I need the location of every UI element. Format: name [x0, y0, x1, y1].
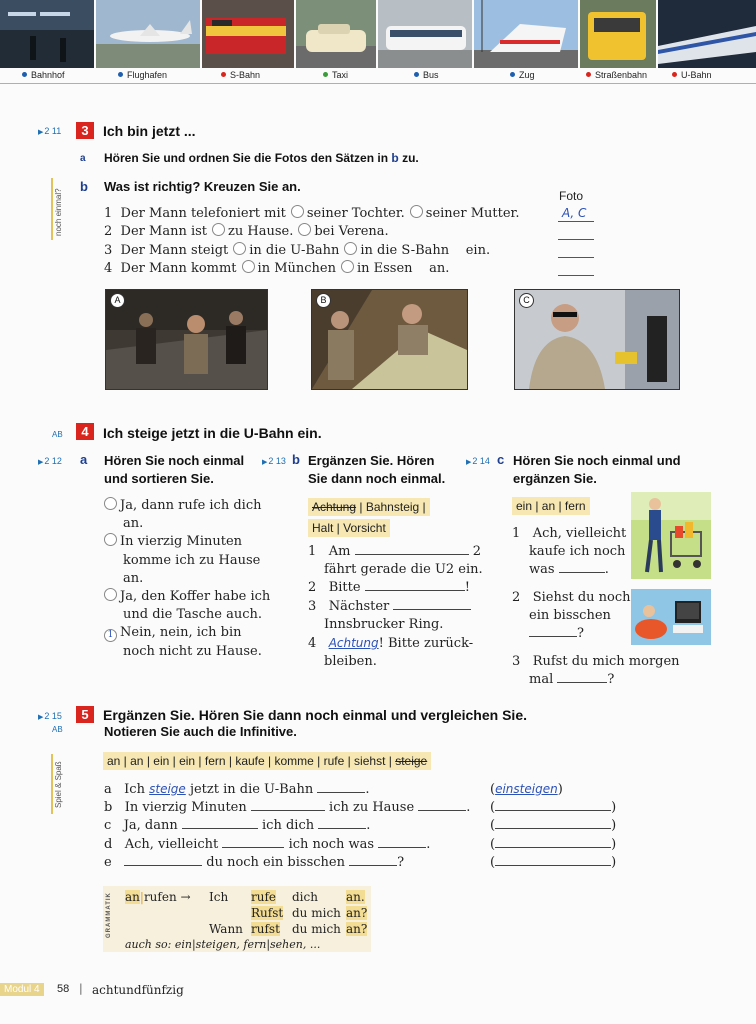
ex5-track[interactable]: ▶ 2 15 [38, 711, 62, 721]
footer-page-text: achtundfünfzig [92, 983, 184, 997]
order-circle-4[interactable]: 1 [104, 629, 117, 642]
blank-5d-2[interactable] [378, 837, 426, 848]
ex4b-label: b [292, 452, 300, 467]
order-circle-1[interactable] [104, 497, 117, 510]
ex3-sidebar [51, 178, 53, 240]
ex4a-item-3: Ja, den Koffer habe ich [104, 588, 270, 606]
dot-icon [221, 72, 226, 77]
ex3-row-1: 1 Der Mann telefoniert mit seiner Tochter. seiner Mutter. [104, 206, 520, 221]
foto-line-1[interactable] [558, 221, 594, 222]
transport-photos [0, 0, 756, 70]
radio-1b[interactable] [410, 205, 423, 218]
ex5-rows [104, 780, 470, 872]
ex4a-track[interactable]: ▶ 2 12 [38, 456, 62, 466]
tv-image [631, 589, 711, 645]
ex4b-track[interactable]: ▶ 2 13 [262, 456, 286, 466]
photo-a-tag: A [110, 293, 125, 308]
ex4b-items: 1 Am 2 fährt gerade die U2 ein. 2 Bitte ! 3 Nächster Innsbrucker Ring. 4 Achtung! Bitte zurück- bleiben. [308, 544, 483, 670]
ex5-row-d: d Ach, vielleicht ich noch was . [104, 836, 431, 852]
photo-a-image [106, 290, 267, 389]
ex5-ab[interactable]: AB [52, 725, 63, 734]
ex5-infinitives: (einsteigen) ( ) ( ) ( ) ( ) [490, 782, 617, 870]
radio-2a[interactable] [212, 223, 225, 236]
ex4-title: Ich steige jetzt in die U-Bahn ein. [103, 425, 322, 441]
ex4a-item-1: Ja, dann rufe ich dich [104, 497, 270, 515]
footer-divider: | [79, 982, 83, 995]
blank-4c-3[interactable] [557, 672, 607, 683]
infinitive-blank-b[interactable] [495, 800, 611, 811]
dot-icon [22, 72, 27, 77]
blank-4c-1[interactable] [559, 562, 605, 573]
dot-icon [672, 72, 677, 77]
ex3-a-label: a [80, 153, 86, 164]
label-taxi: Taxi [323, 70, 348, 80]
grammar-row-2: Rufst [251, 906, 284, 920]
photo-c-image [515, 290, 679, 389]
ex4c-title: Hören Sie noch einmal und ergänzen Sie. [513, 453, 681, 486]
dot-icon [323, 72, 328, 77]
label-flughafen: Flughafen [118, 70, 167, 80]
foto-line-3[interactable] [558, 257, 594, 258]
ex5-row-a: a Ich steige jetzt in die U-Bahn . [104, 782, 370, 797]
handwritten-achtung: Achtung [328, 636, 379, 651]
blank-4b-1[interactable] [355, 544, 469, 555]
foto-header: Foto [559, 189, 584, 203]
photo-a [105, 289, 268, 390]
blank-5e-2[interactable] [349, 855, 397, 866]
dot-icon [586, 72, 591, 77]
ex4a-items: Ja, dann rufe ich dich an. In vierzig Minuten komme ich zu Hause an. Ja, den Koffer habe ich und die Tasche auch. 1 Nein, nein, ich bin noch nicht zu Hause. [104, 497, 270, 661]
ex4-ab[interactable]: AB [52, 430, 63, 439]
label-bus: Bus [414, 70, 439, 80]
radio-3b[interactable] [344, 242, 357, 255]
ex5-sidebar [51, 754, 53, 814]
blank-5c-1[interactable] [182, 818, 258, 829]
ex3-b-label: b [80, 179, 88, 194]
radio-4b[interactable] [341, 260, 354, 273]
blank-5c-2[interactable] [318, 818, 366, 829]
blank-5e-1[interactable] [124, 855, 202, 866]
transport-labels [0, 70, 756, 84]
footer-page-number: 58 [57, 983, 70, 995]
radio-3a[interactable] [233, 242, 246, 255]
ex5-row-b: b In vierzig Minuten ich zu Hause . [104, 800, 471, 816]
photo-b-tag: B [316, 293, 331, 308]
ex3-side-label: noch einmal? [54, 188, 63, 236]
blank-5b-1[interactable] [251, 800, 325, 811]
label-ubahn: U-Bahn [672, 70, 712, 80]
ex4a-item-2: In vierzig Minuten [104, 533, 270, 551]
ex4a-title: Hören Sie noch einmal und sortieren Sie. [104, 453, 245, 486]
ex4c-label: c [497, 452, 505, 467]
photo-b-image [312, 290, 467, 389]
ex3-row-4: 4 Der Mann kommt in München in Essen an. [104, 261, 450, 276]
ex3-title: Ich bin jetzt ... [103, 123, 196, 139]
radio-1a[interactable] [291, 205, 304, 218]
ex5-title: Ergänzen Sie. Hören Sie dann noch einmal und vergleichen Sie. [103, 707, 527, 723]
footer-modul: Modul 4 [0, 983, 44, 996]
infinitive-blank-e[interactable] [495, 855, 611, 866]
grammar-box: GRAMMATIK an|rufen → Ich rufe dich an. Rufst du mich an? Wann rufst du mich an? auch so: ein|steigen, fern|sehen, ... [103, 886, 371, 952]
dot-icon [510, 72, 515, 77]
blank-5d-1[interactable] [222, 837, 284, 848]
handwritten-steige: steige [149, 782, 186, 796]
ex3-row-2: 2 Der Mann ist zu Hause. bei Verena. [104, 224, 389, 239]
ex4c-track[interactable]: ▶ 2 14 [466, 456, 490, 466]
foto-line-4[interactable] [558, 275, 594, 276]
shopping-cart-image [631, 492, 711, 579]
ex4c-item-3: 3 Rufst du mich morgen mal ? [512, 654, 680, 688]
grammar-row-1: Ich [209, 890, 229, 904]
radio-2b[interactable] [298, 223, 311, 236]
ex4c-item-1: 1 Ach, vielleicht kaufe ich noch was . [512, 526, 627, 578]
order-circle-2[interactable] [104, 533, 117, 546]
blank-5a[interactable] [317, 782, 365, 793]
ex4a-item-4: 1 Nein, nein, ich bin [104, 624, 270, 642]
infinitive-blank-c[interactable] [495, 818, 611, 829]
grammar-also: auch so: ein|steigen, fern|sehen, ... [125, 938, 321, 951]
foto-answer: A, C [562, 206, 587, 220]
ex3-row-3: 3 Der Mann steigt in die U-Bahn in die S-Bahn ein. [104, 243, 491, 258]
label-strassenbahn: Straßenbahn [586, 70, 647, 80]
handwritten-einsteigen: einsteigen [495, 782, 558, 796]
photo-b [311, 289, 468, 390]
ex4a-label: a [80, 452, 88, 467]
ex5-side-label: Spiel & Spaß [54, 761, 63, 808]
blank-4b-2[interactable] [365, 580, 465, 591]
dot-icon [118, 72, 123, 77]
blank-4c-2[interactable] [529, 626, 577, 637]
ex4c-item-2: 2 Siehst du noch ein bisschen ? [512, 590, 631, 642]
shopping-cart-illustration [631, 492, 711, 579]
ex4-number: 4 [76, 423, 94, 440]
tv-illustration [631, 589, 711, 645]
order-circle-3[interactable] [104, 588, 117, 601]
ex3-a-text: Hören Sie und ordnen Sie die Fotos den Sätzen in b zu. [104, 151, 419, 165]
label-sbahn: S-Bahn [221, 70, 260, 80]
ex3-number: 3 [76, 122, 94, 139]
photo-c-tag: C [519, 293, 534, 308]
ex5-subtitle: Notieren Sie auch die Infinitive. [104, 724, 297, 739]
blank-4b-3[interactable] [393, 599, 471, 610]
grammar-row-3: Wann [209, 922, 243, 936]
transport-photo-strip [0, 0, 756, 70]
ex4b-wordbox: Achtung | Bahnsteig | Halt | Vorsicht [308, 496, 430, 538]
ex5-number: 5 [76, 706, 94, 723]
label-bahnhof: Bahnhof [22, 70, 65, 80]
infinitive-blank-d[interactable] [495, 837, 611, 848]
ex3-b-text: Was ist richtig? Kreuzen Sie an. [104, 179, 301, 194]
ex5-wordbox: an | an | ein | ein | fern | kaufe | komme | rufe | siehst | steige [103, 752, 431, 770]
dot-icon [414, 72, 419, 77]
ex4c-wordbox: ein | an | fern [512, 497, 590, 515]
grammar-label: GRAMMATIK [106, 892, 112, 938]
ex4b-title: Ergänzen Sie. Hören Sie dann noch einmal. [308, 453, 446, 486]
blank-5b-2[interactable] [418, 800, 466, 811]
radio-4a[interactable] [242, 260, 255, 273]
ex5-row-c: c Ja, dann ich dich . [104, 818, 371, 834]
foto-line-2[interactable] [558, 239, 594, 240]
label-zug: Zug [510, 70, 535, 80]
photo-c [514, 289, 680, 390]
grammar-infinitive: an|rufen → [125, 890, 191, 904]
ex3-track[interactable]: ▶ 2 11 [38, 126, 61, 136]
ex5-row-e: e du noch ein bisschen ? [104, 854, 405, 870]
